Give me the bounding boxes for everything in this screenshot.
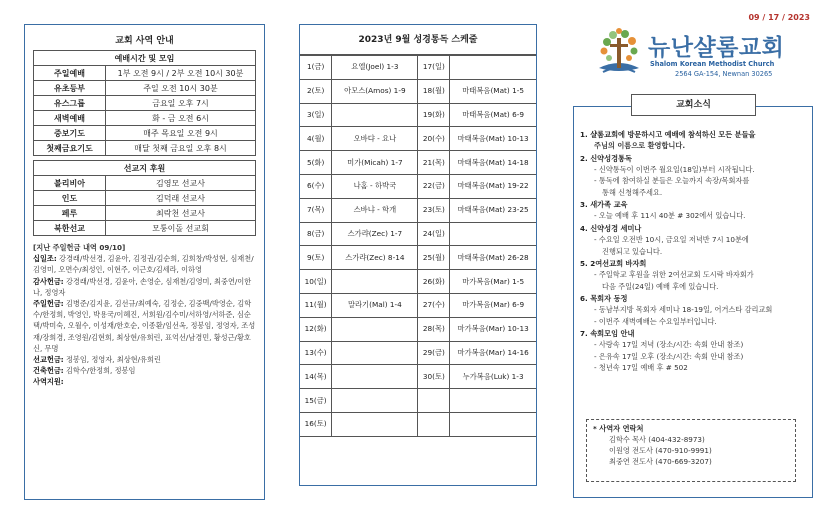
mission-missionary: 최락천 선교사 — [106, 206, 256, 221]
worship-table — [33, 50, 256, 156]
schedule-day: 1(금) — [300, 56, 332, 80]
news-item — [580, 153, 806, 198]
church-name: 뉴난샬롬교회 — [648, 35, 785, 61]
schedule-day: 8(금) — [300, 222, 332, 246]
schedule-reading: 마태복음(Mat) 10-13 — [450, 127, 536, 151]
schedule-day: 17(일) — [418, 56, 450, 80]
worship-time: 1부 오전 9시 / 2부 오전 10시 30분 — [106, 66, 256, 81]
offering-entry — [33, 376, 256, 387]
news-list — [580, 129, 806, 375]
news-heading: 6. 목회자 동정 — [580, 294, 628, 304]
news-item — [580, 199, 806, 222]
schedule-reading — [332, 317, 418, 341]
bulletin-date: 09 / 17 / 2023 — [748, 13, 810, 22]
offering-names: 강경래/박선경, 김윤아, 김정권/김순희, 김희창/박성현, 심재천/김영미, 오면수/최성인, 이현주, 이근호/김세라, 이하영 — [33, 254, 254, 275]
schedule-reading — [332, 270, 418, 294]
offering-label: 건축헌금: — [33, 366, 64, 376]
news-detail: - 이번주 새벽예배는 수요일부터입니다. — [594, 316, 717, 326]
news-item — [580, 223, 806, 257]
mission-missionary: 모퉁이돌 선교회 — [106, 221, 256, 236]
news-heading: 3. 새가족 교육 — [580, 200, 628, 210]
schedule-reading: 마가복음(Mar) 10-13 — [450, 317, 536, 341]
schedule-day: 7(목) — [300, 198, 332, 222]
schedule-day: 29(금) — [418, 341, 450, 365]
schedule-day: 25(월) — [418, 246, 450, 270]
mission-row — [34, 176, 256, 191]
offering-entry — [33, 276, 256, 298]
schedule-day: 3(일) — [300, 103, 332, 127]
schedule-reading: 마가복음(Mar) 14-16 — [450, 341, 536, 365]
worship-time: 주일 오전 10시 30분 — [106, 81, 256, 96]
schedule-reading: 누가복음(Luk) 1-3 — [450, 365, 536, 389]
bible-reading-schedule — [299, 24, 537, 486]
news-heading: 2. 신약성경통독 — [580, 153, 632, 163]
schedule-day: 19(화) — [418, 103, 450, 127]
offering-entry — [33, 365, 256, 376]
ministry-title: 교회 사역 안내 — [115, 36, 174, 46]
schedule-row — [300, 151, 536, 175]
offering-label: 선교헌금: — [33, 355, 64, 365]
news-detail: - 동남부지방 목회자 세미나 18-19일, 어거스타 감리교회 — [594, 305, 773, 315]
schedule-day — [418, 412, 450, 436]
schedule-reading — [332, 341, 418, 365]
mission-row — [34, 221, 256, 236]
ministry-panel — [24, 24, 265, 500]
schedule-row — [300, 174, 536, 198]
contact-entry: 이원영 전도사 (470-910-9991) — [609, 446, 712, 455]
news-heading: 4. 신약성경 세미나 — [580, 223, 642, 233]
schedule-reading: 미가(Micah) 1-7 — [332, 151, 418, 175]
offering-list — [33, 242, 256, 388]
news-detail: - 통독에 참여하실 분들은 오늘까지 속장/목회자를 — [594, 176, 750, 186]
schedule-day: 10(일) — [300, 270, 332, 294]
offering-label: 십일조: — [33, 254, 57, 264]
schedule-day: 21(목) — [418, 151, 450, 175]
schedule-day: 20(수) — [418, 127, 450, 151]
schedule-day: 26(화) — [418, 270, 450, 294]
schedule-row — [300, 246, 536, 270]
schedule-table — [300, 55, 536, 437]
schedule-reading: 마태복음(Mat) 1-5 — [450, 79, 536, 103]
schedule-day: 22(금) — [418, 174, 450, 198]
schedule-reading: 스바냐 - 학개 — [332, 198, 418, 222]
worship-time: 금요일 오후 7시 — [106, 96, 256, 111]
mission-row — [34, 206, 256, 221]
contact-entry: 최중연 전도사 (470-669-3207) — [609, 457, 712, 466]
schedule-row — [300, 103, 536, 127]
schedule-day: 24(일) — [418, 222, 450, 246]
news-item — [580, 129, 806, 152]
news-detail: - 청년속 17일 예배 후 # 502 — [594, 363, 688, 373]
schedule-reading: 오바댜 - 요나 — [332, 127, 418, 151]
offering-entry — [33, 298, 256, 354]
schedule-row — [300, 412, 536, 436]
schedule-day: 5(화) — [300, 151, 332, 175]
offering-entry — [33, 354, 256, 365]
worship-row — [34, 66, 256, 81]
news-item — [580, 293, 806, 327]
missions-table — [33, 160, 256, 236]
mission-row — [34, 191, 256, 206]
schedule-day: 11(월) — [300, 293, 332, 317]
news-detail: - 주일학교 후원을 위한 2여선교회 도시락 바자회가 — [594, 270, 754, 280]
contact-entry: 김학수 목사 (404-432-8973) — [609, 435, 705, 444]
offering-names: 김학수/한정희, 정봉임 — [65, 366, 136, 376]
schedule-day: 13(수) — [300, 341, 332, 365]
mission-missionary: 김영모 선교사 — [106, 176, 256, 191]
worship-label: 새벽예배 — [34, 111, 106, 126]
schedule-reading: 아모스(Amos) 1-9 — [332, 79, 418, 103]
schedule-row — [300, 127, 536, 151]
offering-entry — [33, 253, 256, 275]
schedule-row — [300, 222, 536, 246]
offering-title: [지난 주일헌금 내역 09/10] — [33, 243, 126, 252]
news-detail: - 신약통독이 이번주 월요일(18일)부터 시작됩니다. — [594, 165, 755, 175]
news-heading: 5. 2여선교회 바자회 — [580, 259, 647, 269]
news-detail: 다음 주일(24일) 예배 후에 있습니다. — [602, 281, 719, 291]
schedule-reading: 나홈 - 하박국 — [332, 174, 418, 198]
news-detail: - 사랑속 17일 저녁 (장소/시간: 속회 안내 참조) — [594, 340, 744, 350]
schedule-reading — [332, 365, 418, 389]
mission-missionary: 김덕래 선교사 — [106, 191, 256, 206]
mission-country: 인도 — [34, 191, 106, 206]
worship-row — [34, 126, 256, 141]
schedule-title: 2023년 9월 성경통독 스케줄 — [300, 25, 536, 55]
schedule-reading: 마태복음(Mat) 6-9 — [450, 103, 536, 127]
news-detail: - 은유속 17일 오후 (장소/시간: 속회 안내 참조) — [594, 351, 744, 361]
schedule-reading: 마가복음(Mar) 1-5 — [450, 270, 536, 294]
mission-country: 페루 — [34, 206, 106, 221]
schedule-reading — [332, 103, 418, 127]
schedule-day: 2(토) — [300, 79, 332, 103]
worship-time: 매주 목요일 오전 9시 — [106, 126, 256, 141]
church-logo — [593, 28, 823, 83]
schedule-reading — [332, 389, 418, 413]
church-address: 2564 GA-154, Newnan 30265 — [675, 70, 773, 78]
schedule-day: 15(금) — [300, 389, 332, 413]
news-title: 교회소식 — [631, 94, 756, 116]
schedule-row — [300, 293, 536, 317]
offering-label: 사역지원: — [33, 377, 64, 387]
worship-time: 화 - 금 오전 6시 — [106, 111, 256, 126]
mission-country: 북한선교 — [34, 221, 106, 236]
worship-row — [34, 111, 256, 126]
schedule-day: 30(토) — [418, 365, 450, 389]
worship-label: 첫째금요기도 — [34, 141, 106, 156]
mission-country: 볼리비아 — [34, 176, 106, 191]
schedule-day: 27(수) — [418, 293, 450, 317]
schedule-row — [300, 389, 536, 413]
news-detail: 진행되고 있습니다. — [602, 246, 663, 256]
schedule-reading: 마태복음(Mat) 26-28 — [450, 246, 536, 270]
schedule-day — [418, 389, 450, 413]
offering-label: 주일헌금: — [33, 299, 64, 309]
staff-contacts — [586, 419, 796, 482]
worship-label: 유스그룹 — [34, 96, 106, 111]
offering-label: 감사헌금: — [33, 276, 64, 286]
worship-header: 예배시간 및 모임 — [34, 51, 256, 66]
schedule-reading — [450, 389, 536, 413]
schedule-reading: 요엘(Joel) 1-3 — [332, 56, 418, 80]
schedule-day: 28(목) — [418, 317, 450, 341]
schedule-reading: 말라기(Mal) 1-4 — [332, 293, 418, 317]
contacts-title: * 사역자 연락처 — [593, 424, 644, 433]
schedule-reading: 스가랴(Zec) 1-7 — [332, 222, 418, 246]
schedule-day: 6(수) — [300, 174, 332, 198]
missions-header: 선교지 후원 — [34, 161, 256, 176]
news-heading: 1. 샬롬교회에 방문하시고 예배에 참석하신 모든 분들을 — [580, 130, 756, 139]
news-detail: 통해 신청해주세요. — [602, 187, 663, 197]
offering-names: 정봉임, 정영자, 최상현/유희린 — [65, 355, 161, 365]
schedule-row — [300, 365, 536, 389]
worship-label: 주일예배 — [34, 66, 106, 81]
schedule-reading — [450, 412, 536, 436]
church-english-name: Shalom Korean Methodist Church — [650, 60, 775, 68]
worship-row — [34, 96, 256, 111]
schedule-day: 4(월) — [300, 127, 332, 151]
offering-names: 김병준/김지윤, 김선규/최예숙, 김정순, 김중백/박영순, 김학수/한정희, 박영인, 박용국/이혜진, 서희원/김수미/서하영/서하준, 심순택/박미숙, 오월수, 이성재/한호순, 이종환/임선옥, 정봉임, 정영자, 조성재/장희경, 조영원/김현희, 최상현/유희린, 표억선/남경민, 황성근/황호신, 무명 — [33, 299, 256, 353]
news-item — [580, 258, 806, 292]
schedule-day: 16(토) — [300, 412, 332, 436]
schedule-reading: 마태복음(Mat) 23-25 — [450, 198, 536, 222]
news-detail: 주님의 이름으로 환영합니다. — [594, 141, 686, 151]
offering-names: 강경래/박선경, 김윤아, 손영순, 심재천/김영미, 최중연/이한나, 정영자 — [33, 276, 252, 297]
schedule-row — [300, 341, 536, 365]
news-item — [580, 328, 806, 373]
schedule-row — [300, 317, 536, 341]
schedule-day: 18(월) — [418, 79, 450, 103]
worship-row — [34, 141, 256, 156]
tree-icon — [593, 28, 645, 78]
schedule-row — [300, 79, 536, 103]
schedule-reading: 마태복음(Mat) 14-18 — [450, 151, 536, 175]
schedule-row — [300, 198, 536, 222]
schedule-reading: 마태복음(Mat) 19-22 — [450, 174, 536, 198]
worship-label: 유초등부 — [34, 81, 106, 96]
schedule-reading — [450, 222, 536, 246]
news-heading: 7. 속회모임 안내 — [580, 329, 635, 339]
schedule-day: 9(토) — [300, 246, 332, 270]
schedule-reading: 스가랴(Zec) 8-14 — [332, 246, 418, 270]
news-detail: - 오늘 예배 후 11시 40분 # 302에서 있습니다. — [594, 211, 746, 221]
worship-row — [34, 81, 256, 96]
schedule-row — [300, 56, 536, 80]
schedule-day: 14(목) — [300, 365, 332, 389]
schedule-day: 23(토) — [418, 198, 450, 222]
schedule-reading — [332, 412, 418, 436]
schedule-reading: 마가복음(Mar) 6-9 — [450, 293, 536, 317]
news-detail: - 수요일 오전반 10시, 금요일 저녁반 7시 10분에 — [594, 235, 749, 245]
worship-label: 중보기도 — [34, 126, 106, 141]
worship-time: 매달 첫째 금요일 오후 8시 — [106, 141, 256, 156]
schedule-row — [300, 270, 536, 294]
schedule-reading — [450, 56, 536, 80]
schedule-day: 12(화) — [300, 317, 332, 341]
